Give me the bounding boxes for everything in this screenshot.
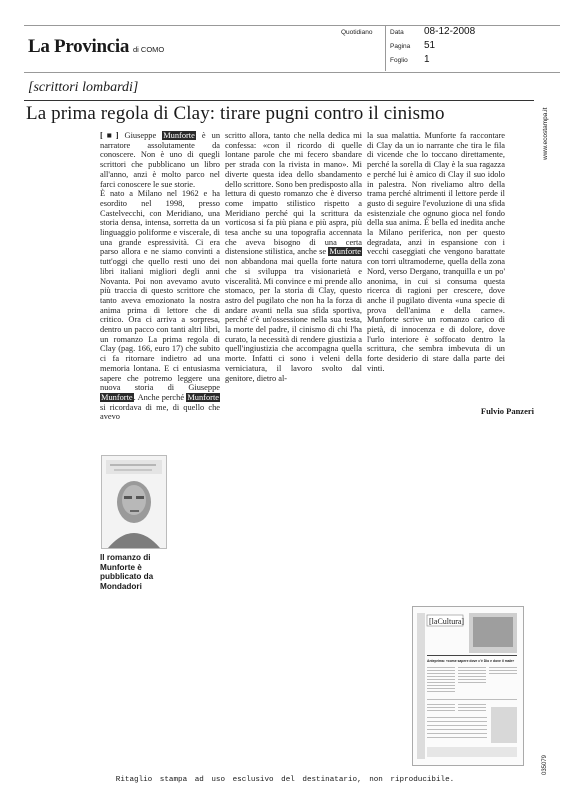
sheet-label: Foglio xyxy=(390,57,408,64)
article-headline: La prima regola di Clay: tirare pugni contro il cinismo xyxy=(26,103,445,124)
highlighted-name: Munforte xyxy=(329,247,361,257)
thumbnail-section-text: [laCultura] xyxy=(429,617,465,626)
side-website-text: www.ecostampa.it xyxy=(542,107,549,160)
page-thumbnail xyxy=(412,606,524,766)
rubric-rule xyxy=(24,100,534,101)
page-label: Pagina xyxy=(390,43,411,50)
page-value: 51 xyxy=(424,40,436,51)
highlighted-name: Munforte xyxy=(163,131,195,140)
date-label: Data xyxy=(390,29,404,36)
drop-mark: [■] xyxy=(100,131,119,140)
header-bottom-rule xyxy=(24,72,560,73)
highlighted-name: Munforte xyxy=(187,392,219,402)
book-cover-image xyxy=(101,455,167,549)
text-run: è un narratore assolutamente da conoscere. Non è uno di quegli scrittori che pubblicano un libro all'anno, anzi è molto parco nel farci conoscere le sue storie. xyxy=(100,131,221,189)
masthead-city: di COMO xyxy=(133,45,165,54)
side-website xyxy=(542,107,552,160)
section-rubric: [scrittori lombardi] xyxy=(28,80,139,95)
column-2-paragraph xyxy=(225,131,362,383)
text-run: non abbandona mai quella forte natura che si sviluppa tra visionarietà e visceralità. Mi convince e mi prende allo stomaco, per la storia di Clay, questo astro del pugilato che non ha la forza di andare avanti nella sua sfida sportiva, perché c'è un'ossessione nella sua testa, la morte del padre, il cinismo di chi l'ha curato, la necessità di rendere giustizia a quell'ingiustizia che accompagna quella morte. Infatti ci sono i veleni della verniciatura, il lavoro svolto dal genitore, dietro al- xyxy=(225,257,362,383)
highlighted-name: Munforte xyxy=(101,392,133,402)
footer-disclaimer: Ritaglio stampa ad uso esclusivo del destinatario, non riproducibile. xyxy=(115,776,455,784)
header-top-rule xyxy=(24,25,560,26)
thumbnail-teaser-text: Anteprima: «come sapere dove c'è Dio e dove il male» xyxy=(427,659,515,663)
sheet-value: 1 xyxy=(424,54,430,65)
side-code-text: 035079 xyxy=(542,754,548,775)
article-column-3 xyxy=(367,131,505,374)
side-code xyxy=(542,745,552,775)
photo-caption: Il romanzo di Munforte è pubblicato da Mondadori xyxy=(100,553,154,591)
column-3-paragraph: la sua malattia. Munforte fa raccontare di Clay da un io narrante che tira le fila di vicende che lo toccano direttamente, perché la sorella di Clay è la sua ragazza e perché lui è amico di Clay il suo idolo in palestra. Non riveliamo altro della trama perché altrimenti il lettore perde il gusto di seguire l'evoluzione di una sfida esistenziale che ognuno gioca nel fondo della sua anima. È bella ed inedita anche la Milano periferica, non per questo degradata, anzi in espansione con i vecchi caseggiati che vengono barattate con torri ultramoderne, quella della zona Nord, verso Dergano, tranquilla e un po' anonima, in cui si consuma questa ricerca di ragioni per crescere, dove anche il pugilato diventa «una specie di prova dell'anima e della carne». Munforte scrive un romanzo carico di pietà, di innocenza e di dolore, dove l'urlo interiore è soffocato dentro la scrittura, che sembra imbevuta di un forte desiderio di stare dalla parte dei vinti. xyxy=(367,131,505,373)
page-thumbnail-graphic xyxy=(413,607,523,765)
text-run: scritto allora, tanto che nella dedica mi confessa: «con il ricordo di quelle lontane parole che mi fecero sbandare per strada con la rivista in mano». Mi diverte questa idea dello sbandamento dello scrittore. Sono ben predisposto alla lettura di questo romanzo che è diverso come impatto stilistico rispetto a Meridiano perché qui la scrittura da vorticosa si fa più piana e più aspra, più tesa anche su una topografia accennata che aveva bisogno di una certa distensione stilistica, anche se xyxy=(225,131,362,257)
newspaper-masthead: La Provincia xyxy=(28,36,130,57)
text-run: È nato a Milano nel 1962 e ha esordito nel 1998, presso Castelvecchi, con Meridiano, una storia densa, intensa, sorretta da un linguaggio poliforme e viscerale, di una grande espressività. Ci era parso allora e ne siamo convinti a tutt'oggi che quello resti uno dei libri italiani migliori degli anni Novanta. Poi non avevamo avuto più traccia di questo scrittore che tanto aveva emozionato la nostra anima prima di lettore che di critico. Ora ci arriva a sorpresa, dentro un pacco con tanti altri libri, un romanzo La prima regola di Clay (pag. 166, euro 17) che subito ci fa ritornare indietro ad una memoria lontana. E ci entusiasma sapere che potremo leggere una nuova storia di Giuseppe xyxy=(100,189,220,393)
article-column-1 xyxy=(100,131,220,422)
article-byline: Fulvio Panzeri xyxy=(480,406,534,416)
text-run: si ricordava di me, di quello che avevo xyxy=(100,402,220,422)
text-run: Giuseppe xyxy=(124,131,163,140)
type-label: Quotidiano xyxy=(341,29,373,36)
column-1-paragraph-1 xyxy=(100,131,220,189)
article-column-2 xyxy=(225,131,362,383)
date-value: 08-12-2008 xyxy=(424,26,476,37)
author-portrait-icon xyxy=(102,456,166,548)
text-run: . Anche perché xyxy=(133,392,187,402)
column-1-paragraph-2 xyxy=(100,189,220,422)
header-separator xyxy=(385,25,386,71)
